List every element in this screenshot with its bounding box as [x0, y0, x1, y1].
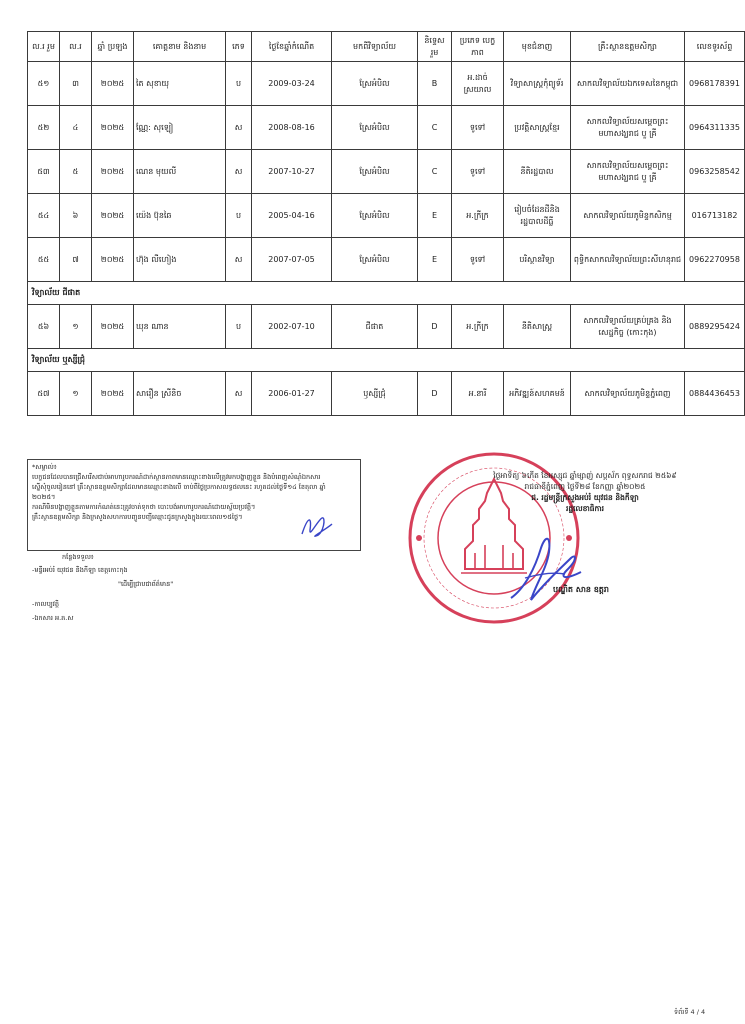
cell-grade: D [418, 305, 452, 349]
section-row [28, 349, 745, 372]
table-row [28, 62, 745, 106]
cell-school: ឫស្សីជ្រុំ [332, 372, 418, 416]
cell-dob: 2009-03-24 [252, 62, 332, 106]
col-dob: ថ្ងៃខែឆ្នាំកំណើត [252, 32, 332, 62]
col-university: គ្រឹះស្ថានឧត្តមសិក្សា [571, 32, 685, 62]
cell-school: ស្រែអំបិល [332, 150, 418, 194]
cell-sex: ប [226, 62, 252, 106]
cell-dob: 2008-08-16 [252, 106, 332, 150]
table-header-row [28, 32, 745, 62]
cell-type: អ.ដាច់ស្រយាល [452, 62, 504, 106]
col-major: មុខជំនាញ [504, 32, 571, 62]
cell-school: ស្រែអំបិល [332, 238, 418, 282]
cell-type: ទូទៅ [452, 106, 504, 150]
position-title: រដ្ឋលេខាធិការ [565, 504, 605, 513]
page-number: ទំព័រទី 4 / 4 [674, 1008, 706, 1016]
cell-year: ២០២៥ [92, 62, 134, 106]
cell-major: បរិស្ថានវិទ្យា [504, 238, 571, 282]
cell-total: ៥៥ [28, 238, 60, 282]
cell-major: រៀបចំដែនដីនិងរដ្ឋបាលដីធ្លី [504, 194, 571, 238]
cell-phone: 016713182 [685, 194, 745, 238]
cell-total: ៥២ [28, 106, 60, 150]
cell-year: ២០២៥ [92, 305, 134, 349]
authority-block [470, 470, 700, 514]
cell-university: សាកលវិទ្យាល័យសម្តេចព្រះមហាសង្ឃរាជ បួ គ្រី [571, 106, 685, 150]
table-row [28, 194, 745, 238]
cell-sex: ប [226, 305, 252, 349]
cell-university: សាកលវិទ្យាល័យឯកទេសនៃកម្ពុជា [571, 62, 685, 106]
table-row [28, 238, 745, 282]
cell-name: សារឿន ស្រីនិច [134, 372, 226, 416]
cell-dob: 2007-07-05 [252, 238, 332, 282]
cell-sex: ស [226, 150, 252, 194]
notes-line: ករណីមិនបង្ហាញខ្លួនតាមការកំណត់នេះត្រូវចាត់ទុកថា បោះបង់អាហារូបករណ៍ដោយស្វ័យប្រវត្តិ។ [32, 503, 256, 511]
cell-no: ៦ [60, 194, 92, 238]
cell-major: វិទ្យាសាស្ត្រកុំព្យូទ័រ [504, 62, 571, 106]
cell-grade: B [418, 62, 452, 106]
signer-name: បណ្ឌិត សាន ឧត្តរា [553, 585, 609, 594]
gregorian-date: រាជធានីភ្នំពេញ ថ្ងៃទី២៨ ខែកញ្ញា ឆ្នាំ២០២៥ [524, 482, 646, 491]
table-row [28, 106, 745, 150]
cell-year: ២០២៥ [92, 106, 134, 150]
cell-year: ២០២៥ [92, 238, 134, 282]
notes-line: ស្នើសុំចូលរៀននៅ គ្រឹះស្ថានឧត្តមសិក្សាដែលមានឈ្មោះខាងលើ ចាប់ពីថ្ងៃប្រកាសលទ្ធផលនេះ រហូតដល់ថ្ងៃទី១៤ ខែតុលា ឆ្នាំ [32, 483, 326, 491]
cell-school: ស្រែអំបិល [332, 194, 418, 238]
col-name: គោត្តនាម និងនាម [134, 32, 226, 62]
table-row [28, 305, 745, 349]
col-year: ឆ្នាំ ប្រឡង [92, 32, 134, 62]
cell-grade: C [418, 150, 452, 194]
col-total: ល.រ ​រួម [28, 32, 60, 62]
recipient-line: -ឯកសារ អ.គ.ស [32, 614, 74, 622]
cell-major: នីតិរដ្ឋបាល [504, 150, 571, 194]
cell-no: ៣ [60, 62, 92, 106]
cell-sex: ប [226, 194, 252, 238]
cell-sex: ស [226, 372, 252, 416]
cell-phone: 0963258542 [685, 150, 745, 194]
cell-type: ទូទៅ [452, 238, 504, 282]
cell-university: សាកលវិទ្យាល័យសម្តេចព្រះមហាសង្ឃរាជ បួ គ្រី [571, 150, 685, 194]
cell-name: ណ្ណែ: សុឡៀ [134, 106, 226, 150]
cell-type: អ.ក្រីក្រ [452, 305, 504, 349]
cell-university: ពុទ្ធិកសាកលវិទ្យាល័យព្រះសីហនុរាជ [571, 238, 685, 282]
recipient-line: "ដើម្បីជ្រាបជាព័ត៌មាន" [118, 580, 174, 588]
cell-phone: 0884436453 [685, 372, 745, 416]
cell-type: អ.ក្រីក្រ [452, 194, 504, 238]
cell-dob: 2005-04-16 [252, 194, 332, 238]
cell-no: ៤ [60, 106, 92, 150]
table-row [28, 372, 745, 416]
cell-no: ៧ [60, 238, 92, 282]
cell-year: ២០២៥ [92, 150, 134, 194]
col-type: ប្រភេទ បេក្ខភាព [452, 32, 504, 62]
col-school: មកពីវិទ្យាល័យ [332, 32, 418, 62]
cell-university: សាកលវិទ្យាល័យភូមិន្ទកសិកម្ម [571, 194, 685, 238]
cell-total: ៥១ [28, 62, 60, 106]
cell-major: ប្រវត្តិសាស្ត្រខ្មែរ [504, 106, 571, 150]
cell-major: នីតិសាស្ត្រ [504, 305, 571, 349]
cell-phone: 0964311335 [685, 106, 745, 150]
cell-no: ៥ [60, 150, 92, 194]
section-title: វិទ្យាល័យ ឬស្សីជ្រុំ [28, 349, 745, 372]
minister-signature [505, 528, 585, 608]
notes-line: ២០២៥។ [32, 493, 56, 501]
recipient-line: -មន្ទីរអប់រំ យុវជន និងកីឡា ខេត្តកោះកុង [32, 566, 128, 574]
cell-name: ហ៊ុង លីហៀង [134, 238, 226, 282]
cell-grade: C [418, 106, 452, 150]
cell-total: ៥៧ [28, 372, 60, 416]
cell-name: ណេន មុយលី [134, 150, 226, 194]
initial-signature [298, 512, 334, 542]
notes-line: បេក្ខជនដែលបានជ្រើសរើសជាប់អាហារូបករណ៍ដាក់ស្ថានភាពមានឈ្មោះខាងលើត្រូវមកបង្ហាញខ្លួន និងបំពេញសំណុំឯកសារ [32, 473, 321, 481]
cell-total: ៥៤ [28, 194, 60, 238]
cell-university: សាកលវិទ្យាល័យភូមិន្ទភ្នំពេញ [571, 372, 685, 416]
cell-name: យ៉េង ប៊ុនឆៃ [134, 194, 226, 238]
cell-phone: 0962270958 [685, 238, 745, 282]
cell-no: ១ [60, 372, 92, 416]
cell-grade: E [418, 194, 452, 238]
notes-line: គ្រឹះស្ថានឧត្តមសិក្សា និងក្រសួងសហការបញ្ជូនបញ្ជីឈ្មោះជូនក្រសួងក្នុងរយៈពេល១៥ថ្ងៃ។ [32, 513, 243, 521]
cell-major: អភិវឌ្ឍន៍សហគមន៍ [504, 372, 571, 416]
cell-school: ស្រែអំបិល [332, 106, 418, 150]
cell-sex: ស [226, 238, 252, 282]
cell-dob: 2006-01-27 [252, 372, 332, 416]
recipient-line: -កាលប្បវត្តិ [32, 600, 59, 608]
cell-name: ឃុន ណាន [134, 305, 226, 349]
cell-name: តៃ សុខាយុ [134, 62, 226, 106]
cell-sex: ស [226, 106, 252, 150]
cell-grade: D [418, 372, 452, 416]
col-phone: លេខទូរស័ព្ទ [685, 32, 745, 62]
cell-phone: 0968178391 [685, 62, 745, 106]
cell-grade: E [418, 238, 452, 282]
cell-school: ជីផាត [332, 305, 418, 349]
cell-year: ២០២៥ [92, 372, 134, 416]
cell-total: ៥៦ [28, 305, 60, 349]
table-row [28, 150, 745, 194]
cell-phone: 0889295424 [685, 305, 745, 349]
section-row [28, 282, 745, 305]
col-grade: និទ្ទេស រួម [418, 32, 452, 62]
student-table [27, 31, 745, 416]
ministry-title: ជ. រដ្ឋមន្ត្រីក្រសួងអប់រំ យុវជន និងកីឡា [531, 493, 639, 502]
cell-dob: 2007-10-27 [252, 150, 332, 194]
col-sex: ភេទ [226, 32, 252, 62]
cell-no: ១ [60, 305, 92, 349]
notes-title: *សម្គាល់៖ [32, 463, 57, 471]
recipients-heading: កន្លែងទទួល៖ [62, 553, 94, 561]
col-no: ល.រ [60, 32, 92, 62]
cell-total: ៥៣ [28, 150, 60, 194]
cell-school: ស្រែអំបិល [332, 62, 418, 106]
cell-type: ទូទៅ [452, 150, 504, 194]
section-title: វិទ្យាល័យ ជីផាត [28, 282, 745, 305]
cell-dob: 2002-07-10 [252, 305, 332, 349]
cell-type: អ.នារី [452, 372, 504, 416]
lunar-date: ថ្ងៃអាទិត្យ ៦កើត ខែអស្សុជ ឆ្នាំម្សាញ់ សប្តស័ក ពុទ្ធសករាជ ២៥៦៩ [493, 471, 677, 480]
cell-university: សាកលវិទ្យាល័យគ្រប់គ្រង និងសេដ្ឋកិច្ច (កោះកុង) [571, 305, 685, 349]
cell-year: ២០២៥ [92, 194, 134, 238]
